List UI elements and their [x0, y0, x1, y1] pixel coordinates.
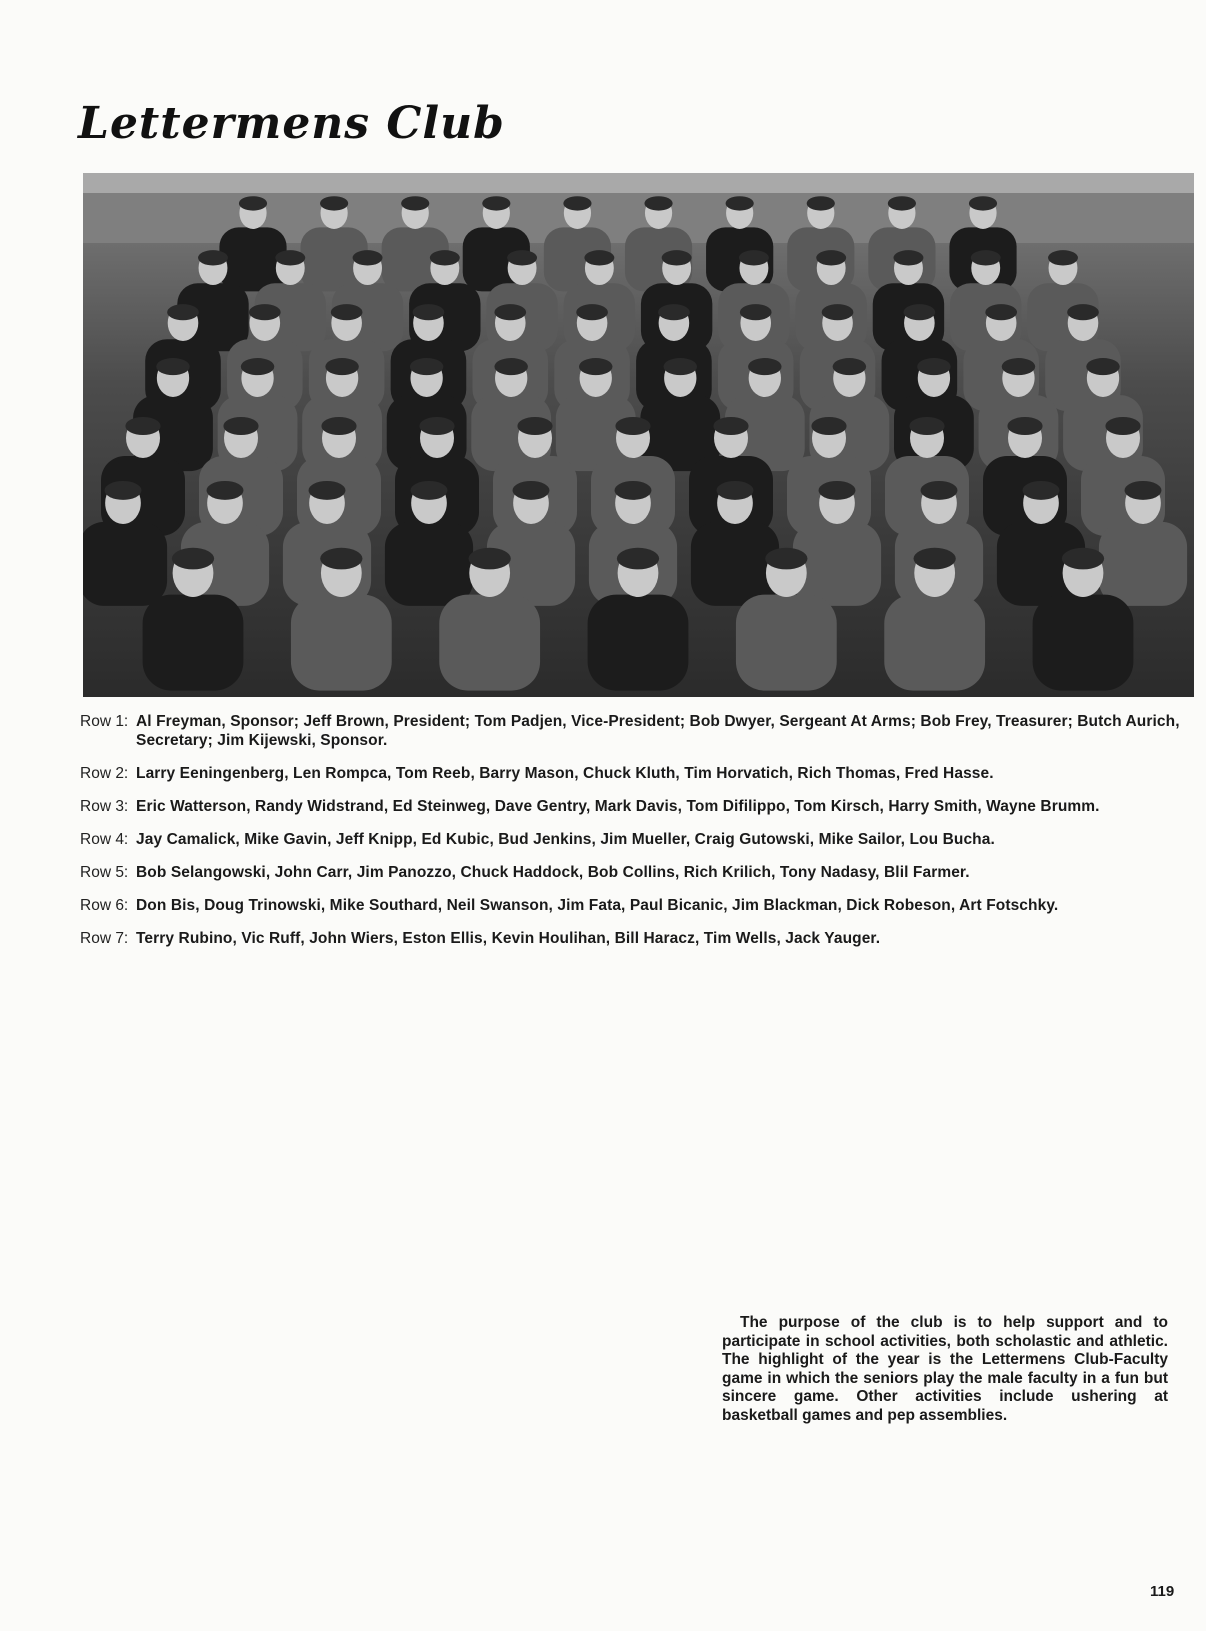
row-label: Row 4: [80, 831, 129, 848]
row-names: Bob Selangowski, John Carr, Jim Panozzo, Chuck Haddock, Bob Collins, Rich Krilich, Tony Nadasy, Blil Farmer. [136, 864, 970, 881]
caption-row-7 [80, 929, 1195, 948]
row-label: Row 1: [80, 713, 129, 730]
row-label: Row 2: [80, 765, 129, 782]
caption-row-5 [80, 863, 1195, 882]
page-number: 119 [1150, 1583, 1175, 1600]
caption-list [80, 712, 1195, 962]
row-names: Eric Watterson, Randy Widstrand, Ed Steinweg, Dave Gentry, Mark Davis, Tom Difilippo, Tom Kirsch, Harry Smith, Wayne Brumm. [136, 798, 1100, 815]
group-photo [83, 173, 1194, 697]
caption-row-3 [80, 797, 1195, 816]
row-names: Don Bis, Doug Trinowski, Mike Southard, Neil Swanson, Jim Fata, Paul Bicanic, Jim Blackman, Dick Robeson, Art Fotschky. [136, 897, 1059, 914]
row-label: Row 3: [80, 798, 129, 815]
caption-row-1 [80, 712, 1195, 750]
row-label: Row 7: [80, 930, 129, 947]
caption-row-2 [80, 764, 1195, 783]
group-photo-icon [83, 173, 1194, 697]
row-label: Row 5: [80, 864, 129, 881]
page-title: Lettermens Club [78, 98, 505, 149]
row-names: Terry Rubino, Vic Ruff, John Wiers, Eston Ellis, Kevin Houlihan, Bill Haracz, Tim Wells, Jack Yauger. [136, 930, 881, 947]
club-purpose-paragraph: The purpose of the club is to help support and to participate in school activities, both scholastic and athletic. The highlight of the year is the Lettermens Club-Faculty game in which the seniors play the male faculty in a fun but sincere game. Other activities include ushering at basketball games and pep assemblies. [722, 1314, 1168, 1424]
row-names: Al Freyman, Sponsor; Jeff Brown, President; Tom Padjen, Vice-President; Bob Dwyer, Sergeant At Arms; Bob Frey, Treasurer; Butch Aurich, Secretary; Jim Kijewski, Sponsor. [136, 713, 1180, 749]
row-label: Row 6: [80, 897, 129, 914]
row-names: Jay Camalick, Mike Gavin, Jeff Knipp, Ed Kubic, Bud Jenkins, Jim Mueller, Craig Gutowski, Mike Sailor, Lou Bucha. [136, 831, 995, 848]
caption-row-6 [80, 896, 1195, 915]
caption-row-4 [80, 830, 1195, 849]
row-names: Larry Eeningenberg, Len Rompca, Tom Reeb, Barry Mason, Chuck Kluth, Tim Horvatich, Rich Thomas, Fred Hasse. [136, 765, 994, 782]
